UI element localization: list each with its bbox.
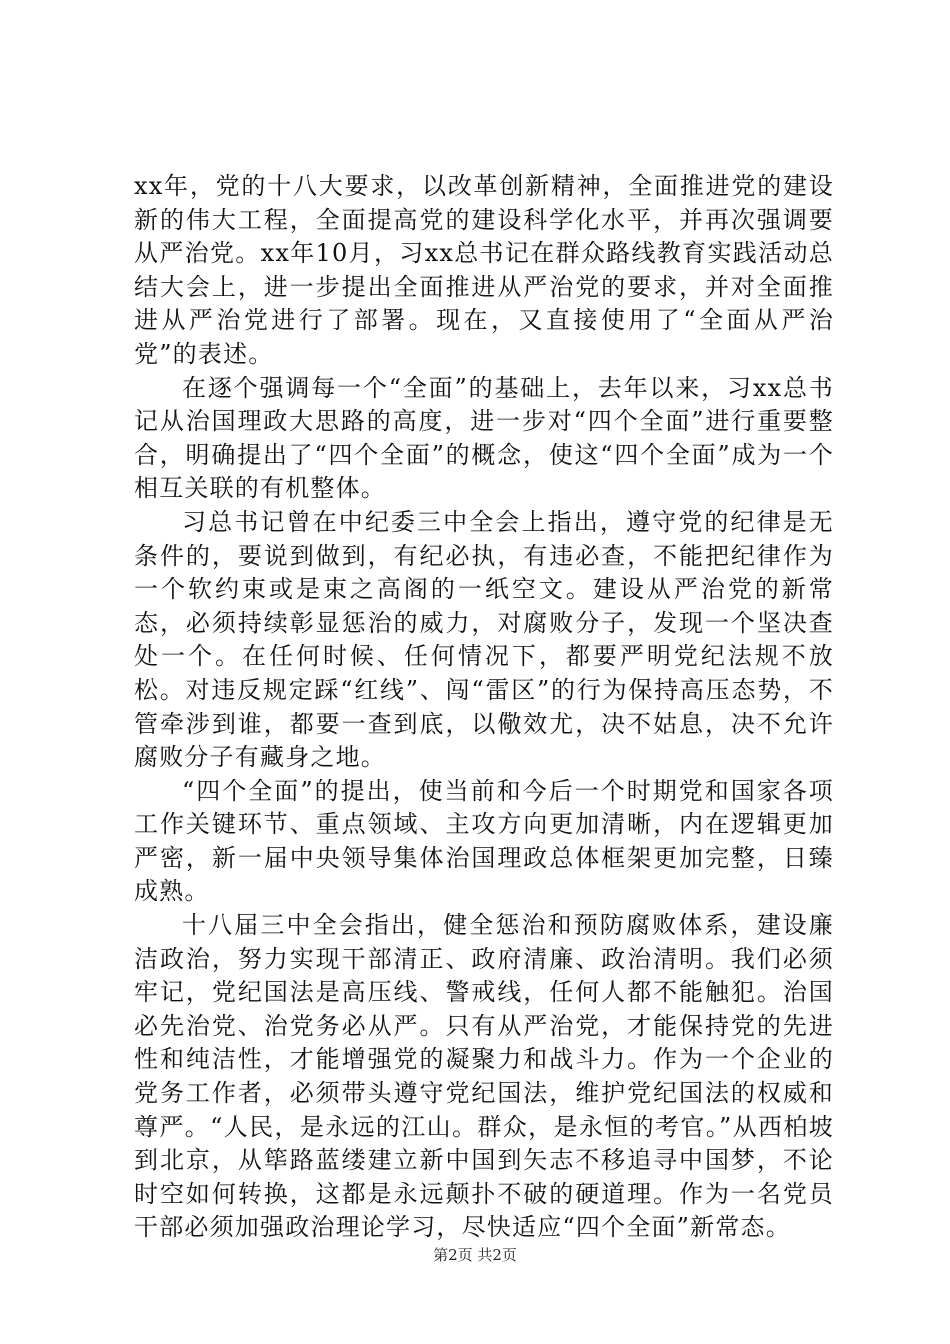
document-body [134,170,834,1245]
paragraph-3: 习总书记曾在中纪委三中全会上指出，遵守党的纪律是无条件的，要说到做到，有纪必执，有违必查，不能把纪律作为一个软约束或是束之高阁的一纸空文。建设从严治党的新常态，必须持续彰显惩治的威力，对腐败分子，发现一个坚决查处一个。在任何时候、任何情况下，都要严明党纪法规不放松。对违反规定踩“红线”、闯“雷区”的行为保持高压态势，不管牵涉到谁，都要一查到底，以儆效尤，决不姑息，决不允许腐败分子有藏身之地。 [134,507,834,772]
page-number-footer: 第2页 共2页 [433,1246,517,1264]
paragraph-4: “四个全面”的提出，使当前和今后一个时期党和国家各项工作关键环节、重点领域、主攻方向更加清晰，内在逻辑更加严密，新一届中央领导集体治国理政总体框架更加完整，日臻成熟。 [134,776,834,906]
paragraph-5: 十八届三中全会指出，健全惩治和预防腐败体系，建设廉洁政治，努力实现干部清正、政府清廉、政治清明。我们必须牢记，党纪国法是高压线、警戒线，任何人都不能触犯。治国必先治党、治党务必从严。只有从严治党，才能保持党的先进性和纯洁性，才能增强党的凝聚力和战斗力。作为一个企业的党务工作者，必须带头遵守党纪国法，维护党纪国法的权威和尊严。“人民，是永远的江山。群众，是永恒的考官。”从西柏坡到北京，从筚路蓝缕建立新中国到矢志不移追寻中国梦，不论时空如何转换，这都是永远颠扑不破的硬道理。作为一名党员干部必须加强政治理论学习，尽快适应“四个全面”新常态。 [134,911,834,1242]
paragraph-2: 在逐个强调每一个“全面”的基础上，去年以来，习xx总书记从治国理政大思路的高度，进一步对“四个全面”进行重要整合，明确提出了“四个全面”的概念，使这“四个全面”成为一个相互关联的有机整体。 [134,373,834,503]
paragraph-1: xx年，党的十八大要求，以改革创新精神，全面推进党的建设新的伟大工程，全面提高党的建设科学化水平，并再次强调要从严治党。xx年10月，习xx总书记在群众路线教育实践活动总结大会上，进一步提出全面推进从严治党的要求，并对全面推进从严治党进行了部署。现在，又直接使用了“全面从严治党”的表述。 [134,172,834,368]
